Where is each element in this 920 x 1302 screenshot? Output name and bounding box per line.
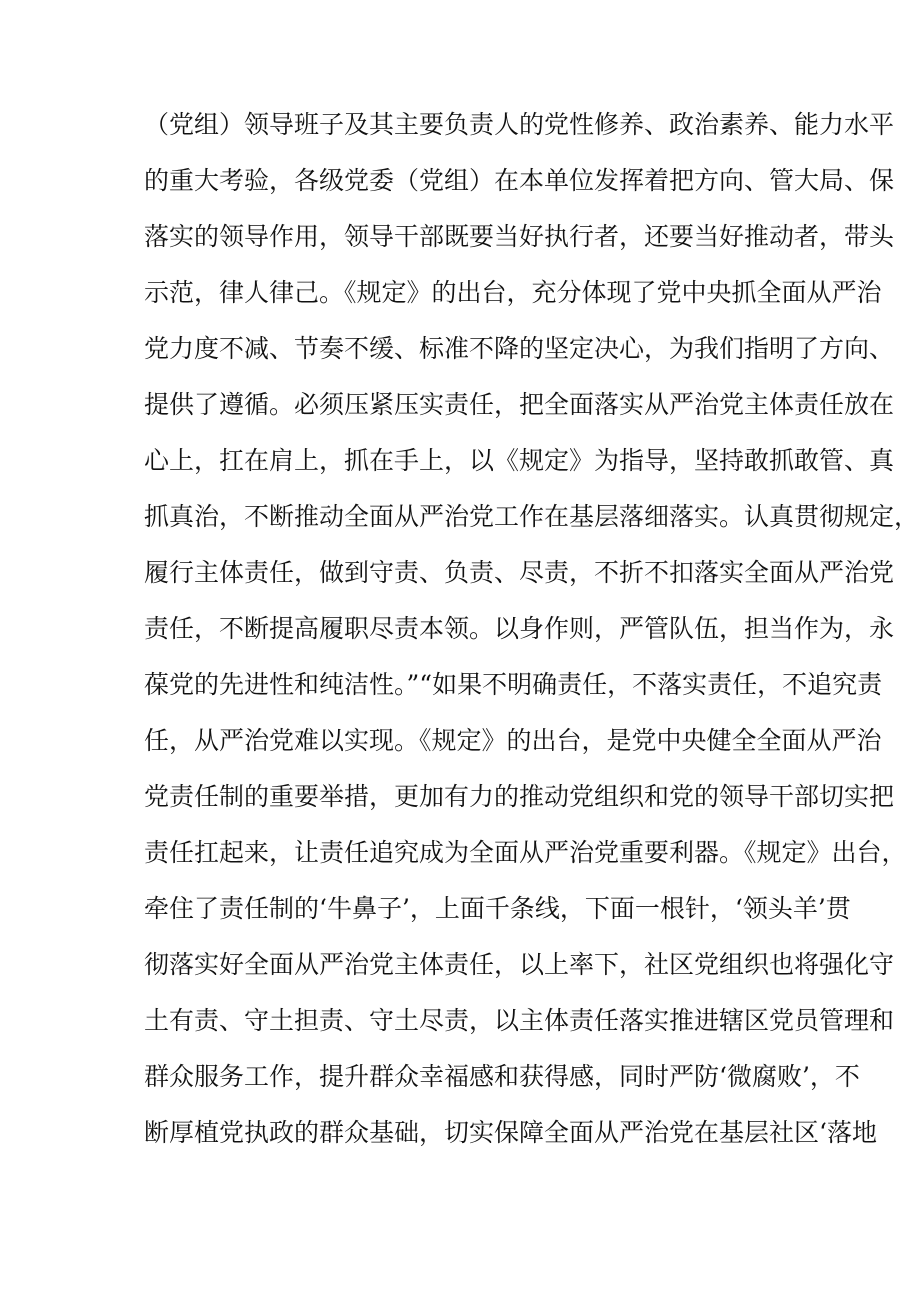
text-line: 土有责、守土担责、守土尽责，以主体责任落实推进辖区党员管理和 — [144, 1006, 895, 1035]
text-line: 落实的领导作用，领导干部既要当好执行者，还要当好推动者，带头 — [144, 222, 895, 251]
text-line: 的重大考验，各级党委（党组）在本单位发挥着把方向、管大局、保 — [144, 166, 895, 195]
text-line: 责任，不断提高履职尽责本领。以身作则，严管队伍，担当作为，永 — [144, 614, 895, 643]
text-line: 群众服务工作，提升群众幸福感和获得感，同时严防‘微腐败’，不 — [144, 1062, 860, 1091]
text-line: 葆党的先进性和纯洁性。”“如果不明确责任，不落实责任，不追究责 — [144, 670, 883, 699]
text-line: 抓真治，不断推动全面从严治党工作在基层落细落实。认真贯彻规定， — [144, 502, 920, 531]
text-line: （党组）领导班子及其主要负责人的党性修养、政治素养、能力水平 — [144, 110, 895, 139]
text-line: 提供了遵循。必须压紧压实责任，把全面落实从严治党主体责任放在 — [144, 390, 895, 419]
text-line: 党力度不减、节奏不缓、标准不降的坚定决心，为我们指明了方向、 — [144, 334, 895, 363]
text-line: 牵住了责任制的‘牛鼻子’，上面千条线，下面一根针，‘领头羊’贯 — [144, 894, 851, 923]
text-line: 心上，扛在肩上，抓在手上，以《规定》为指导，坚持敢抓敢管、真 — [144, 446, 895, 475]
text-line: 彻落实好全面从严治党主体责任，以上率下，社区党组织也将强化守 — [144, 950, 895, 979]
text-line: 任，从严治党难以实现。《规定》的出台，是党中央健全全面从严治 — [144, 726, 882, 755]
body-paragraph — [144, 104, 920, 1168]
text-line: 责任扛起来，让责任追究成为全面从严治党重要利器。《规定》出台， — [144, 838, 907, 867]
text-line: 示范，律人律己。《规定》的出台，充分体现了党中央抓全面从严治 — [144, 278, 882, 307]
text-line: 党责任制的重要举措，更加有力的推动党组织和党的领导干部切实把 — [144, 782, 895, 811]
text-line: 断厚植党执政的群众基础，切实保障全面从严治党在基层社区‘落地 — [144, 1118, 877, 1147]
text-line: 履行主体责任，做到守责、负责、尽责，不折不扣落实全面从严治党 — [144, 558, 895, 587]
